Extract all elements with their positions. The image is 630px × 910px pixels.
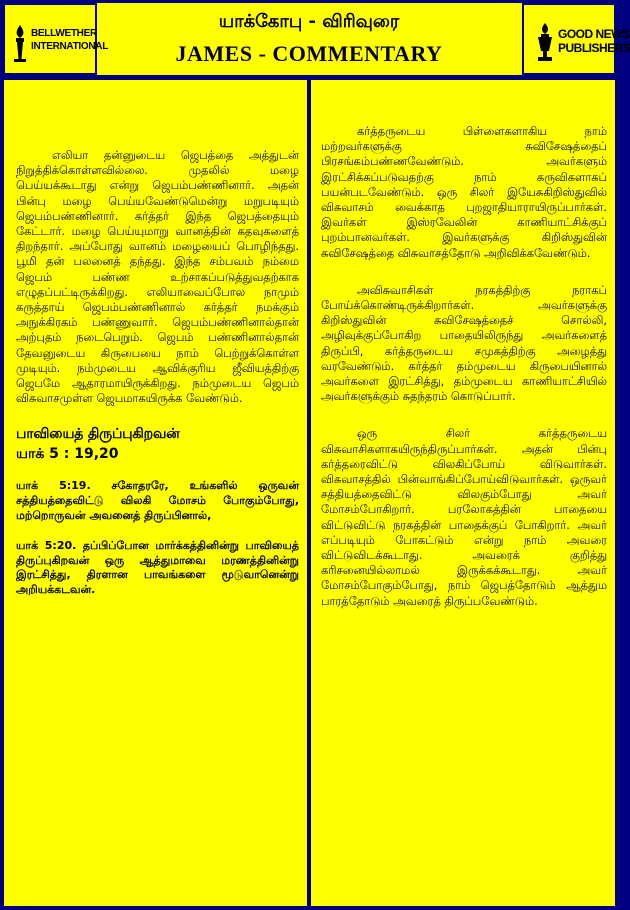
lamp-icon [534, 21, 556, 63]
page-title-english: JAMES - COMMENTARY [175, 41, 443, 66]
logo-left-text [31, 27, 108, 53]
page-title-tamil: யாக்கோபு - விரிவுரை [218, 11, 400, 32]
logo-right-text [558, 27, 630, 55]
torch-icon [11, 23, 29, 63]
right-paragraph-3: ஒரு சிலர் கர்த்தருடைய விசுவாசிகளாகயிருந்திருப்பார்கள். அதன் பின்பு கர்த்தரைவிட்டு விலகிப்போய் விடுவார்கள். விசுவாசத்தில் பின்வாங்கிப்போய்விடுவார்கள். ஒருவர் சத்தியத்தைவிட்டு விலகும்போது அவர் மோசம்போகிறார். பரலோகத்தின் பாதையை விட்டுவிட்டு நரகத்தின் பாதைக்குப் போகிறார். அவர் எப்படியும் போகட்டும் என்று நாம் அவரை விட்டுவிடக்கூடாது. அவரைக் குறித்து கரிசனையில்லாமல் இருக்கக்கூடாது. அவர் மோசம்போகும்போது, நாம் ஜெபத்தோடும் ஆத்தும பாரத்தோடும் அவரைத் திருப்பவேண்டும். [321, 426, 607, 608]
publisher-logo-right [522, 3, 630, 75]
logo-right-line2: PUBLISHERS [558, 41, 630, 55]
publisher-logo-left [3, 3, 109, 75]
title-area [99, 3, 519, 75]
right-column [311, 80, 615, 906]
verse-5-20: யாக் 5:20. தப்பிப்போன மார்க்கத்தினின்று பாவியைத் திருப்புகிறவன் ஒரு ஆத்துமாவை மரணத்தினின்று இரட்சித்து, திரளான பாவங்களை மூடுவானென்று அறியக்கடவன். [16, 538, 299, 597]
logo-right-line1: GOOD NEWS [558, 27, 630, 41]
section-heading: பாவியைத் திருப்புகிறவன் [16, 426, 180, 443]
left-column [4, 80, 307, 906]
left-paragraph-1: எலியா தன்னுடைய ஜெபத்தை அத்துடன் நிறுத்திக்கொள்ளவில்லை. முதலில் மழை பெய்யக்கூடாது என்று ஜெபம்பண்ணினார். அதன் பின்பு மழை பெய்யவேண்டுமென்று மறுபடியும் ஜெபம்பண்ணினார். கர்த்தர் இந்த ஜெபத்தையும் கேட்டார். மழை பெய்யுமாறு வானத்தின் கதவுகளைத் திறந்தார். அப்போது வானம் மழையைப் பொழிந்தது. பூமி தன் பலனைத் தந்தது. இந்த சம்பவம் நம்மை ஜெபம் பண்ண உற்சாகப்படுத்துவதற்காக எழுதப்பட்டிருக்கிறது. எலியாவைப்போல நாமும் கருத்தாய் ஜெபம்பண்ணினால் கர்த்தர் நமக்கும் அநுக்கிரகம் பண்ணுவார். ஜெபம்பண்ணினால்தான் அற்புதம் நடைபெறும். ஜெபம் பண்ணினால்தான் தேவனுடைய கிருபையை நாம் பெற்றுக்கொள்ள முடியும். நம்முடைய ஆவிக்குரிய ஜீவியத்திற்கு ஜெபமே ஆதாரமாயிருக்கிறது. நம்முடைய ஜெபம் விசுவாசமுள்ள ஜெபமாகயிருக்க வேண்டும். [16, 148, 299, 406]
right-paragraph-2: அவிசுவாசிகள் நரகத்திற்கு நராகப் போய்க்கொண்டிருக்கிறார்கள். அவர்களுக்கு கிறிஸ்துவின் சுவிசேஷத்தைச் சொல்லி, அழிவுக்குப்போகிற பாதையிலிருந்து அவர்களைத் திருப்பி, கர்த்தருடைய சமுகத்திற்கு அழைத்து வரவேண்டும். கர்த்தர் தம்முடைய கிருபையினால் அவர்களை இரட்சித்து, தம்முடைய காணியாட்சியில் அவர்களுக்கும் சுதந்தரம் கொடுப்பார். [321, 282, 607, 404]
verse-5-19: யாக் 5:19. சகோதரரே, உங்களில் ஒருவன் சத்தியத்தைவிட்டு விலகி மோசம் போகும்போது, மற்றொருவன் அவனைத் திருப்பினால், [16, 479, 299, 523]
header-banner [3, 3, 630, 75]
logo-left-line2: INTERNATIONAL [31, 41, 109, 52]
logo-left-line1: BELLWETHER [31, 28, 97, 39]
section-reference: யாக் 5 : 19,20 [16, 446, 119, 463]
right-paragraph-1: கர்த்தருடைய பிள்ளைகளாகிய நாம் மற்றவர்களுக்கு சுவிசேஷத்தைப் பிரசங்கம்பண்ணவேண்டும். அவர்களும் இரட்சிக்கப்படுவதற்கு நாம் கருவிகளாகப் பயன்படவேண்டும். ஒரு சிலர் இயேசுகிறிஸ்துவில் விசுவாசம் வைக்காத புறஜாதியாராயிருப்பார்கள். இவர்கள் இஸ்ரவேலின் காணியாட்சிக்குப் புறம்பானவர்கள். இவர்களுக்கு கிறிஸ்துவின் சுவிசேஷத்தை விசுவாசத்தோடு அறிவிக்கவேண்டும். [321, 124, 607, 260]
